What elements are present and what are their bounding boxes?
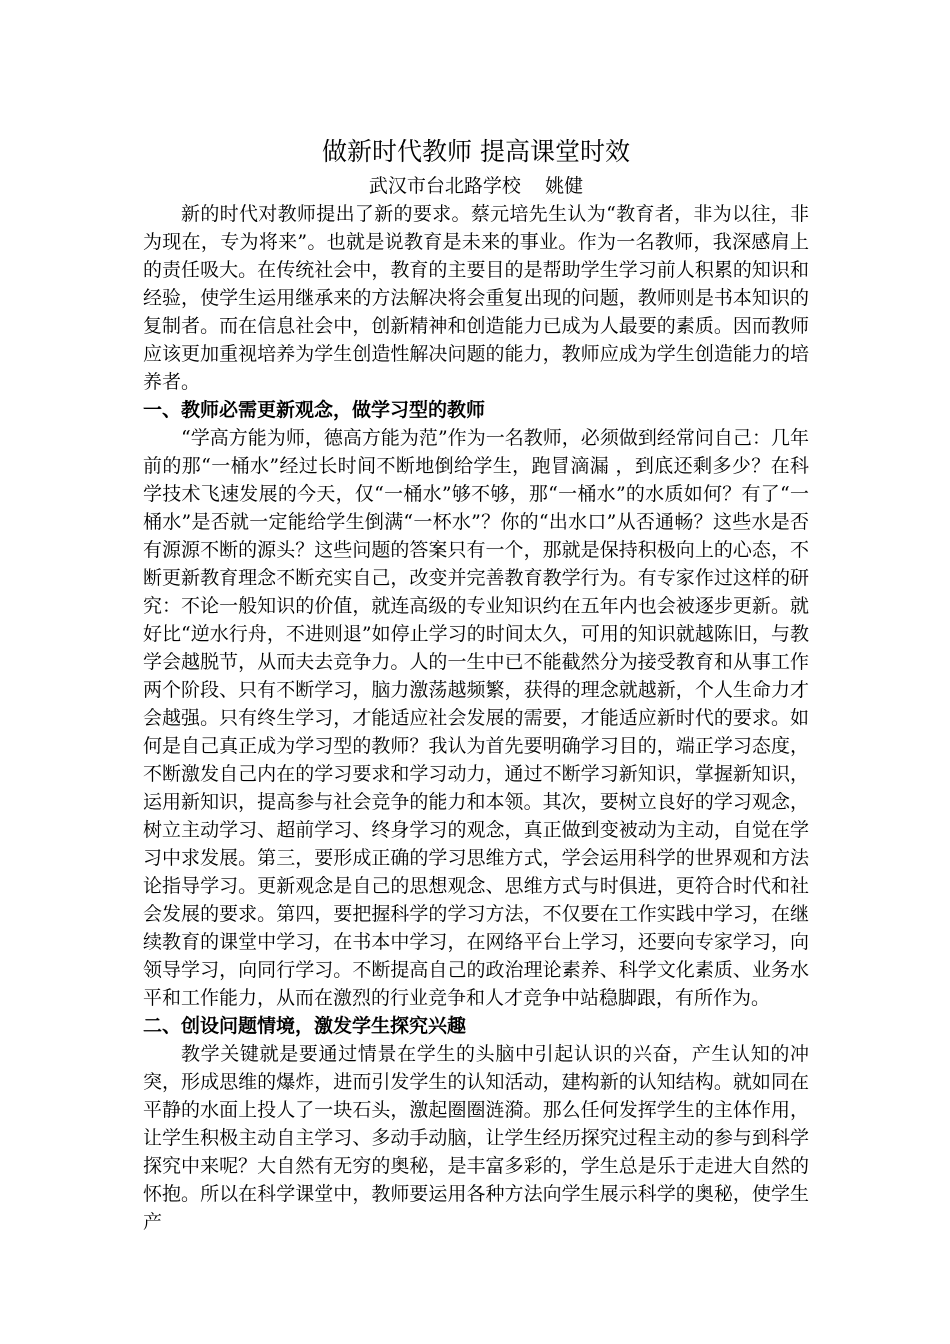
section-2-heading: 二、创设问题情境，激发学生探究兴趣 (143, 1015, 467, 1037)
document-title: 做新时代教师 提高课堂时效 (322, 137, 630, 166)
section-1-paragraph: “学高方能为师，德高方能为范”作为一名教师，必须做到经常问自己：几年前的那“一桶水”经过长时间不断地倒给学生，跑冒滴漏 ，到底还剩多少？在科学技术飞速发展的今天，仅“一桶水”够不够，那“一桶水”的水质如何？有了“一桶水”是否就一定能给学生倒满“一杯水”？你的“出水口”从否通畅？这些水是否有源源不断的源头？这些问题的答案只有一个，那就是保持积极向上的心态，不断更新教育理念不断充实自己，改变并完善教育教学行为。有专家作过这样的研究：不论一般知识的价值，就连高级的专业知识约在五年内也会被逐步更新。就好比“逆水行舟，不进则退”如停止学习的时间太久，可用的知识就越陈旧，与教学会越脱节，从而夫去竞争力。人的一生中已不能截然分为接受教育和从事工作两个阶段、只有不断学习，脑力激荡越频繁，获得的理念就越新，个人生命力才会越强。只有终生学习，才能适应社会发展的需要，才能适应新时代的要求。如何是自己真正成为学习型的教师？我认为首先要明确学习目的，端正学习态度，不断激发自己内在的学习要求和学习动力，通过不断学习新知识，掌握新知识，运用新知识，提高参与社会竞争的能力和本领。其次，要树立良好的学习观念，树立主动学习、超前学习、终身学习的观念，真正做到变被动为主动，自觉在学习中求发展。第三，要形成正确的学习思维方式，学会运用科学的世界观和方法论指导学习。更新观念是自己的思想观念、思维方式与时俱进，更符合时代和社会发展的要求。第四，要把握科学的学习方法，不仅要在工作实践中学习，在继续教育的课堂中学习，在书本中学习，在网络平台上学习，还要向专家学习，向领导学习，向同行学习。不断提高自己的政治理论素养、科学文化素质、业务水平和工作能力，从而在激烈的行业竞争和人才竞争中站稳脚跟，有所作为。 (143, 427, 809, 1009)
document-page (143, 132, 809, 1236)
intro-paragraph: 新的时代对教师提出了新的要求。蔡元培先生认为“教育者，非为以往，非为现在，专为将来”。也就是说教育是未来的事业。作为一名教师，我深感肩上的责任吸大。在传统社会中，教育的主要目的是帮助学生学习前人积累的知识和经验，使学生运用继承来的方法解决将会重复出现的问题，教师则是书本知识的复制者。而在信息社会中，创新精神和创造能力已成为人最要的素质。因而教师应该更加重视培养为学生创造性解决问题的能力，教师应成为学生创造能力的培养者。 (143, 203, 809, 393)
section-1-heading: 一、教师必需更新观念，做学习型的教师 (143, 399, 486, 421)
section-2-paragraph: 教学关键就是要通过情景在学生的头脑中引起认识的兴奋，产生认知的冲突，形成思维的爆炸，进而引发学生的认知活动，建构新的认知结构。就如同在平静的水面上投人了一块石头，激起圈圈涟漪。那么任何发挥学生的主体作用，让学生积极主动自主学习、多动手动脑，让学生经历探究过程主动的参与到科学探究中来呢？大自然有无穷的奥秘，是丰富多彩的，学生总是乐于走进大自然的怀抱。所以在科学课堂中，教师要运用各种方法向学生展示科学的奥秘，使学生产 (143, 1043, 809, 1233)
author-line: 武汉市台北路学校 姚健 (368, 175, 584, 197)
